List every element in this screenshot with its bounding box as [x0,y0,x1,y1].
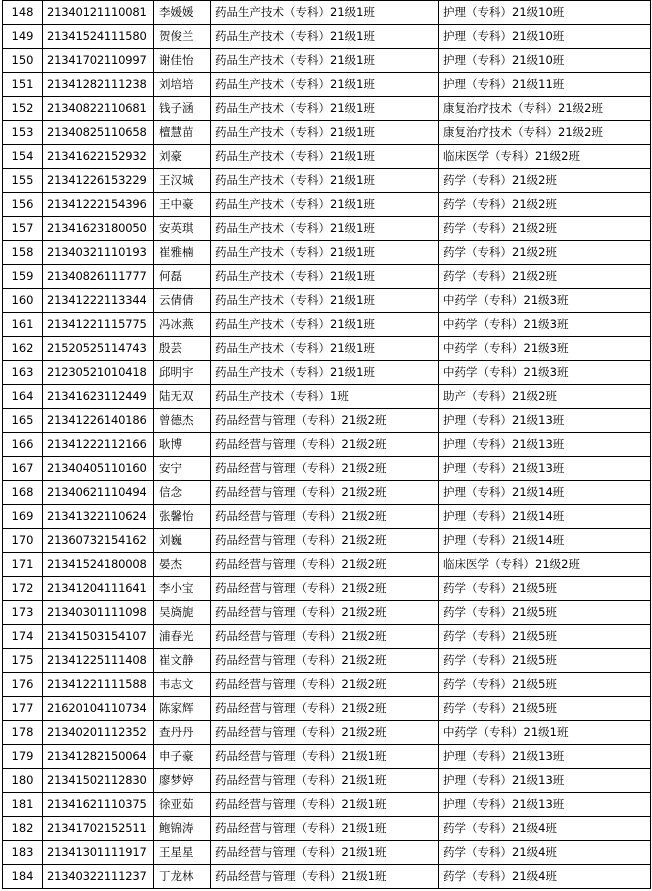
row-number: 167 [3,457,43,481]
student-name: 张馨怡 [154,505,211,529]
original-class: 药品经营与管理（专科）21级2班 [211,409,439,433]
student-name: 李媛媛 [154,1,211,25]
transfer-roster-table [2,0,651,889]
original-class: 药品经营与管理（专科）21级2班 [211,625,439,649]
row-number: 158 [3,241,43,265]
student-id: 21340322111237 [43,865,154,889]
original-class: 药品经营与管理（专科）21级1班 [211,745,439,769]
original-class: 药品经营与管理（专科）21级2班 [211,673,439,697]
row-number: 171 [3,553,43,577]
original-class: 药品生产技术（专科）21级1班 [211,289,439,313]
row-number: 174 [3,625,43,649]
row-number: 155 [3,169,43,193]
new-class: 中药学（专科）21级3班 [439,337,651,361]
student-name: 殷芸 [154,337,211,361]
student-name: 信念 [154,481,211,505]
new-class: 临床医学（专科）21级2班 [439,145,651,169]
row-number: 162 [3,337,43,361]
new-class: 护理（专科）21级14班 [439,505,651,529]
table-row [3,73,651,97]
student-name: 曾德杰 [154,409,211,433]
table-row [3,529,651,553]
table-row [3,121,651,145]
table-row [3,745,651,769]
table-row [3,145,651,169]
student-id: 21341322110624 [43,505,154,529]
table-row [3,793,651,817]
table-row [3,313,651,337]
row-number: 163 [3,361,43,385]
row-number: 169 [3,505,43,529]
new-class: 临床医学（专科）21级2班 [439,553,651,577]
original-class: 药品经营与管理（专科）21级2班 [211,649,439,673]
original-class: 药品经营与管理（专科）21级2班 [211,481,439,505]
student-name: 王汉城 [154,169,211,193]
student-id: 21341702152511 [43,817,154,841]
original-class: 药品经营与管理（专科）21级1班 [211,817,439,841]
student-id: 21341524180008 [43,553,154,577]
original-class: 药品生产技术（专科）21级1班 [211,1,439,25]
table-row [3,25,651,49]
table-row [3,769,651,793]
student-id: 21341222112166 [43,433,154,457]
row-number: 152 [3,97,43,121]
table-row [3,361,651,385]
student-id: 21341222113344 [43,289,154,313]
row-number: 172 [3,577,43,601]
student-name: 安英琪 [154,217,211,241]
table-row [3,265,651,289]
student-id: 21341221111588 [43,673,154,697]
original-class: 药品经营与管理（专科）21级2班 [211,721,439,745]
new-class: 药学（专科）21级4班 [439,865,651,889]
student-id: 21341282111238 [43,73,154,97]
table-row [3,625,651,649]
table-row [3,577,651,601]
student-id: 21340121110081 [43,1,154,25]
roster-body [3,1,651,889]
original-class: 药品生产技术（专科）21级1班 [211,145,439,169]
row-number: 160 [3,289,43,313]
student-name: 鲍锦涛 [154,817,211,841]
student-id: 21341503154107 [43,625,154,649]
new-class: 药学（专科）21级5班 [439,625,651,649]
table-row [3,193,651,217]
original-class: 药品经营与管理（专科）21级2班 [211,577,439,601]
student-id: 21341702110997 [43,49,154,73]
original-class: 药品经营与管理（专科）21级1班 [211,865,439,889]
new-class: 药学（专科）21级5班 [439,601,651,625]
original-class: 药品经营与管理（专科）21级2班 [211,697,439,721]
new-class: 护理（专科）21级14班 [439,529,651,553]
new-class: 护理（专科）21级13班 [439,409,651,433]
new-class: 药学（专科）21级5班 [439,697,651,721]
student-name: 吴旖旎 [154,601,211,625]
student-id: 21341225111408 [43,649,154,673]
new-class: 药学（专科）21级2班 [439,265,651,289]
row-number: 183 [3,841,43,865]
original-class: 药品生产技术（专科）21级1班 [211,241,439,265]
table-row [3,553,651,577]
new-class: 药学（专科）21级2班 [439,193,651,217]
original-class: 药品经营与管理（专科）21级2班 [211,505,439,529]
student-id: 21341622152932 [43,145,154,169]
student-id: 21341226153229 [43,169,154,193]
student-id: 21341282150064 [43,745,154,769]
row-number: 153 [3,121,43,145]
student-id: 21340201112352 [43,721,154,745]
original-class: 药品经营与管理（专科）21级2班 [211,601,439,625]
original-class: 药品经营与管理（专科）21级1班 [211,841,439,865]
row-number: 157 [3,217,43,241]
student-id: 21341204111641 [43,577,154,601]
row-number: 151 [3,73,43,97]
student-name: 陈家辉 [154,697,211,721]
student-id: 21340301111098 [43,601,154,625]
row-number: 170 [3,529,43,553]
student-id: 21520525114743 [43,337,154,361]
new-class: 护理（专科）21级13班 [439,769,651,793]
table-row [3,457,651,481]
student-name: 王中豪 [154,193,211,217]
new-class: 药学（专科）21级2班 [439,169,651,193]
student-id: 21341222154396 [43,193,154,217]
student-name: 浦春光 [154,625,211,649]
original-class: 药品生产技术（专科）21级1班 [211,361,439,385]
new-class: 中药学（专科）21级3班 [439,313,651,337]
table-row [3,865,651,889]
table-row [3,169,651,193]
original-class: 药品生产技术（专科）21级1班 [211,97,439,121]
table-row [3,481,651,505]
new-class: 护理（专科）21级14班 [439,481,651,505]
student-name: 谢佳怡 [154,49,211,73]
table-row [3,337,651,361]
new-class: 护理（专科）21级13班 [439,457,651,481]
original-class: 药品经营与管理（专科）21级2班 [211,529,439,553]
row-number: 184 [3,865,43,889]
original-class: 药品生产技术（专科）21级1班 [211,217,439,241]
student-name: 徐亚茹 [154,793,211,817]
new-class: 护理（专科）21级10班 [439,25,651,49]
student-name: 云倩倩 [154,289,211,313]
original-class: 药品经营与管理（专科）21级1班 [211,793,439,817]
row-number: 150 [3,49,43,73]
table-row [3,601,651,625]
student-name: 安宁 [154,457,211,481]
original-class: 药品生产技术（专科）21级1班 [211,73,439,97]
row-number: 159 [3,265,43,289]
new-class: 康复治疗技术（专科）21级2班 [439,97,651,121]
student-id: 21340405110160 [43,457,154,481]
student-name: 崔文静 [154,649,211,673]
student-name: 檀慧苗 [154,121,211,145]
student-id: 21341621110375 [43,793,154,817]
student-id: 21340621110494 [43,481,154,505]
original-class: 药品生产技术（专科）1班 [211,385,439,409]
new-class: 中药学（专科）21级3班 [439,289,651,313]
table-row [3,289,651,313]
row-number: 165 [3,409,43,433]
row-number: 148 [3,1,43,25]
student-name: 王星星 [154,841,211,865]
original-class: 药品生产技术（专科）21级1班 [211,25,439,49]
new-class: 药学（专科）21级2班 [439,241,651,265]
student-id: 21341221115775 [43,313,154,337]
table-row [3,385,651,409]
new-class: 药学（专科）21级5班 [439,649,651,673]
student-name: 冯冰燕 [154,313,211,337]
student-name: 晏杰 [154,553,211,577]
row-number: 154 [3,145,43,169]
new-class: 护理（专科）21级11班 [439,73,651,97]
table-row [3,241,651,265]
row-number: 177 [3,697,43,721]
new-class: 护理（专科）21级13班 [439,745,651,769]
table-row [3,841,651,865]
student-id: 21340321110193 [43,241,154,265]
student-id: 21340822110681 [43,97,154,121]
student-name: 刘培培 [154,73,211,97]
student-id: 21341301111917 [43,841,154,865]
row-number: 178 [3,721,43,745]
student-name: 查丹丹 [154,721,211,745]
table-row [3,505,651,529]
table-row [3,817,651,841]
student-name: 丁龙林 [154,865,211,889]
original-class: 药品生产技术（专科）21级1班 [211,193,439,217]
row-number: 179 [3,745,43,769]
row-number: 173 [3,601,43,625]
original-class: 药品生产技术（专科）21级1班 [211,265,439,289]
student-id: 21341623112449 [43,385,154,409]
new-class: 护理（专科）21级10班 [439,1,651,25]
student-name: 邱明宇 [154,361,211,385]
new-class: 护理（专科）21级13班 [439,793,651,817]
original-class: 药品生产技术（专科）21级1班 [211,49,439,73]
original-class: 药品生产技术（专科）21级1班 [211,169,439,193]
original-class: 药品生产技术（专科）21级1班 [211,313,439,337]
table-row [3,721,651,745]
new-class: 康复治疗技术（专科）21级2班 [439,121,651,145]
student-id: 21341623180050 [43,217,154,241]
new-class: 中药学（专科）21级1班 [439,721,651,745]
student-id: 21340825110658 [43,121,154,145]
row-number: 156 [3,193,43,217]
student-name: 耿博 [154,433,211,457]
row-number: 166 [3,433,43,457]
student-id: 21360732154162 [43,529,154,553]
new-class: 中药学（专科）21级3班 [439,361,651,385]
row-number: 182 [3,817,43,841]
new-class: 助产（专科）21级2班 [439,385,651,409]
new-class: 护理（专科）21级13班 [439,433,651,457]
student-id: 21341524111580 [43,25,154,49]
row-number: 168 [3,481,43,505]
table-row [3,409,651,433]
table-row [3,49,651,73]
table-row [3,433,651,457]
student-name: 钱子涵 [154,97,211,121]
row-number: 181 [3,793,43,817]
table-row [3,1,651,25]
table-row [3,217,651,241]
new-class: 药学（专科）21级4班 [439,841,651,865]
table-row [3,649,651,673]
student-name: 韦志文 [154,673,211,697]
original-class: 药品经营与管理（专科）21级2班 [211,553,439,577]
student-id: 21341226140186 [43,409,154,433]
student-name: 刘巍 [154,529,211,553]
original-class: 药品经营与管理（专科）21级2班 [211,457,439,481]
original-class: 药品生产技术（专科）21级1班 [211,121,439,145]
student-name: 何磊 [154,265,211,289]
row-number: 161 [3,313,43,337]
original-class: 药品经营与管理（专科）21级2班 [211,433,439,457]
student-name: 李小宝 [154,577,211,601]
new-class: 药学（专科）21级4班 [439,817,651,841]
new-class: 护理（专科）21级10班 [439,49,651,73]
student-id: 21620104110734 [43,697,154,721]
student-name: 贺俊兰 [154,25,211,49]
student-name: 陆无双 [154,385,211,409]
table-row [3,97,651,121]
row-number: 149 [3,25,43,49]
student-id: 21340826111777 [43,265,154,289]
student-id: 21230521010418 [43,361,154,385]
student-name: 廖梦婷 [154,769,211,793]
student-name: 申子豪 [154,745,211,769]
row-number: 175 [3,649,43,673]
row-number: 164 [3,385,43,409]
table-row [3,697,651,721]
new-class: 药学（专科）21级5班 [439,577,651,601]
table-row [3,673,651,697]
row-number: 176 [3,673,43,697]
original-class: 药品经营与管理（专科）21级1班 [211,769,439,793]
new-class: 药学（专科）21级2班 [439,217,651,241]
new-class: 药学（专科）21级5班 [439,673,651,697]
student-name: 刘豪 [154,145,211,169]
student-name: 崔雅楠 [154,241,211,265]
row-number: 180 [3,769,43,793]
original-class: 药品生产技术（专科）21级1班 [211,337,439,361]
student-id: 21341502112830 [43,769,154,793]
